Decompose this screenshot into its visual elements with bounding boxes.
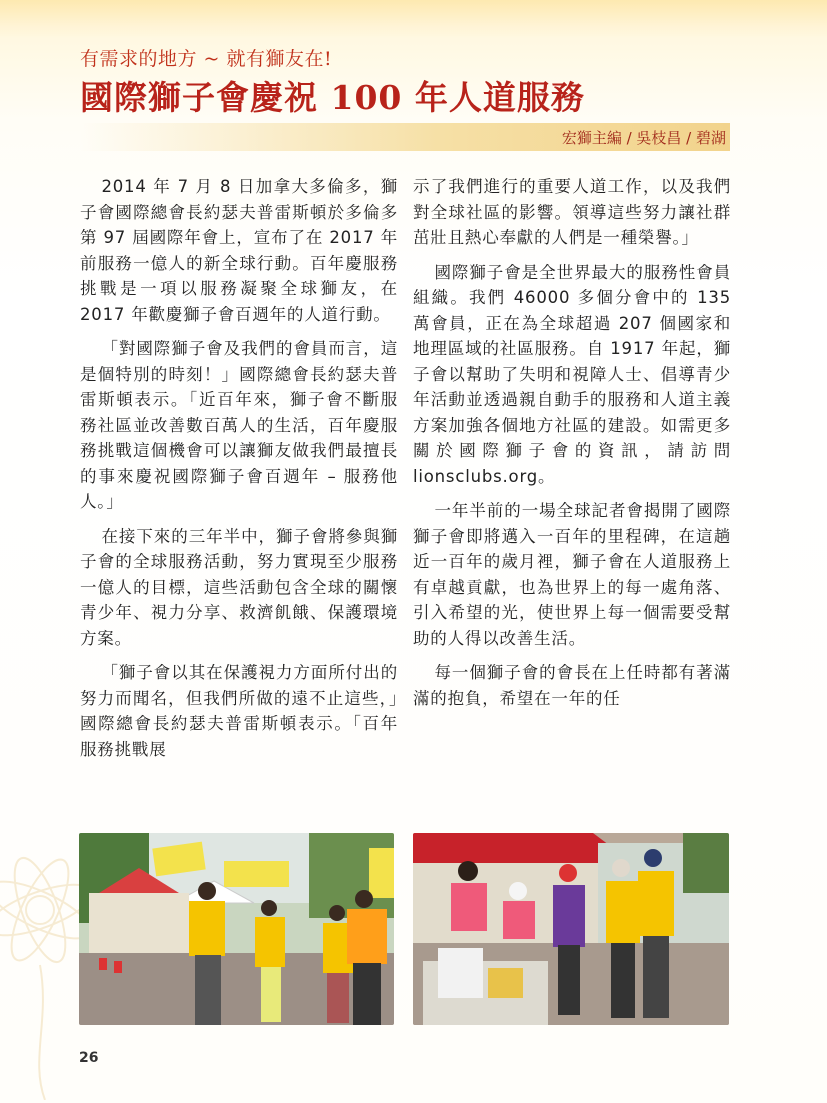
article-column-right — [413, 174, 731, 720]
paragraph: 在接下來的三年半中，獅子會將參與獅子會的全球服務活動，努力實現至少服務一億人的目標，這些活動包含全球的關懷青少年、視力分享、救濟飢餓、保護環境方案。 — [80, 526, 398, 648]
header-band — [0, 0, 827, 38]
paragraph: 「獅子會以其在保護視力方面所付出的努力而聞名，但我們所做的遠不止這些，」國際總會長約瑟夫普雷斯頓表示。「百年服務挑戰展 — [80, 663, 398, 759]
author-credit: 宏獅主編 / 吳枝昌 / 碧湖 — [561, 129, 726, 147]
article-column-left — [80, 174, 398, 771]
author-bar — [80, 123, 730, 151]
paragraph: 每一個獅子會的會長在上任時都有著滿滿的抱負，希望在一年的任 — [413, 663, 731, 708]
subtitle: 有需求的地方 ~ 就有獅友在! — [80, 48, 333, 70]
paragraph: 「對國際獅子會及我們的會員而言，這是個特別的時刻！」國際總會長約瑟夫普雷斯頓表示。「近百年來，獅子會不斷服務社區並改善數百萬人的生活，百年慶服務挑戰這個機會可以讓獅友做我們最擅長的事來慶祝國際獅子會百週年 – 服務他人。」 — [80, 339, 398, 511]
page-number: 26 — [79, 1050, 99, 1066]
paragraph: 國際獅子會是全世界最大的服務性會員組織。我們 46000 多個分會中的 135 萬會員，正在為全球超過 207 個國家和地理區域的社區服務。自 1917 年起，獅子會以幫助了失明和視障人士、倡導青少年活動並透過親自動手的服務和人道主義方案加強各個地方社區的建設。如需更多關於國際獅子會的資訊，請訪問 lionsclubs.org。 — [413, 262, 731, 486]
event-photo-parade — [79, 833, 394, 1025]
paragraph: 示了我們進行的重要人道工作，以及我們對全球社區的影響。領導這些努力讓社群茁壯且熱心奉獻的人們是一種榮譽。」 — [413, 177, 731, 247]
event-photo-booth — [413, 833, 729, 1025]
paragraph: 2014 年 7 月 8 日加拿大多倫多，獅子會國際總會長約瑟夫普雷斯頓於多倫多第 97 屆國際年會上，宣布了在 2017 年前服務一億人的新全球行動。百年慶服務挑戰是一項以服務凝聚全球獅友，在 2017 年歡慶獅子會百週年的人道行動。 — [80, 177, 398, 324]
paragraph: 一年半前的一場全球記者會揭開了國際獅子會即將邁入一百年的里程碑，在這趟近一百年的歲月裡，獅子會在人道服務上有卓越貢獻，也為世界上的每一處角落、引入希望的光，使世界上每一個需要受幫助的人得以改善生活。 — [413, 501, 731, 648]
page-title: 國際獅子會慶祝 100 年人道服務 — [80, 78, 585, 117]
